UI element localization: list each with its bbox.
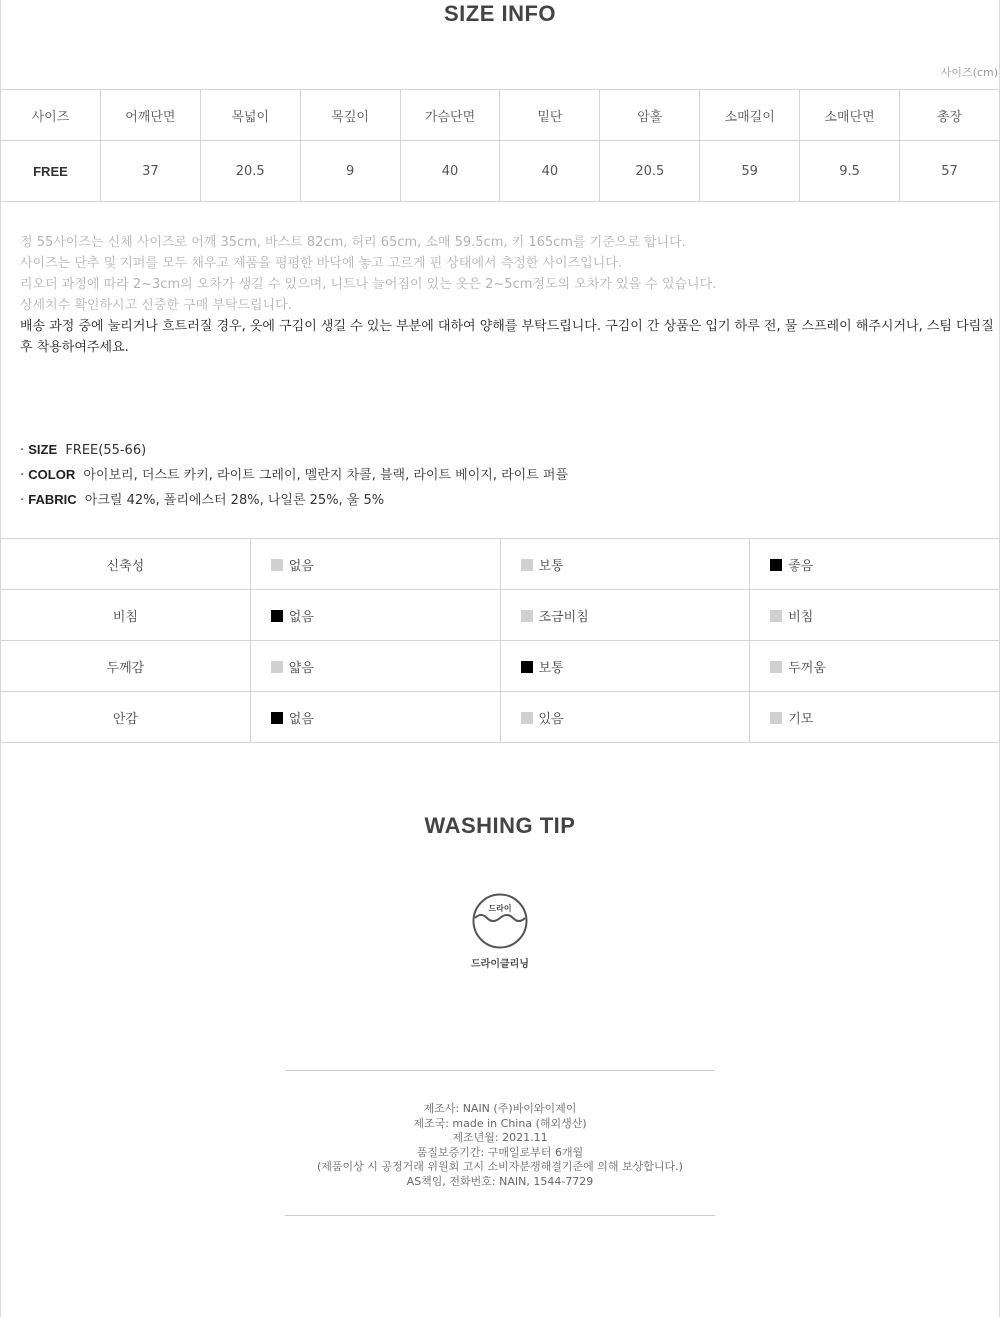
feature-label: 비침 [1,590,251,641]
feature-label: 두께감 [1,641,251,692]
checkbox-icon [271,661,283,673]
divider [285,1070,715,1071]
feature-option-text: 보통 [538,558,564,574]
checkbox-icon [271,610,283,622]
feature-option [250,539,500,590]
size-cell: 37 [100,141,200,202]
checkbox-icon [271,712,283,724]
checkbox-icon [770,559,782,571]
size-header-cell: 가슴단면 [400,90,500,141]
size-cell: 20.5 [600,141,700,202]
feature-option [500,641,750,692]
size-cell-name: FREE [1,141,101,202]
checkbox-icon [521,712,533,724]
feature-option [500,692,750,743]
size-header-cell: 밑단 [500,90,600,141]
feature-option [500,539,750,590]
fabric-feature-table [0,538,1000,743]
feature-option-text: 좋음 [788,558,814,574]
maker-line: 제조년월: 2021.11 [452,1131,548,1145]
size-header-cell: 총장 [900,90,1000,141]
note-line: 리오더 과정에 따라 2~3cm의 오차가 생길 수 있으며, 니트나 늘어짐이 있는 옷은 2~5cm정도의 오차가 있을 수 있습니다. [20,277,717,292]
maker-line: AS책임, 전화번호: NAIN, 1544-7729 [406,1174,594,1188]
feature-option [750,539,1000,590]
size-table-row [1,141,1000,202]
size-cell: 40 [400,141,500,202]
size-cell: 59 [700,141,800,202]
spec-size-value: FREE(55-66) [65,443,147,458]
checkbox-icon [770,661,782,673]
shipping-note: 배송 과정 중에 눌리거나 흐트러질 경우, 옷에 구김이 생길 수 있는 부분에 대하여 양해를 부탁드립니다. 구김이 간 상품은 입기 하루 전, 물 스프레이 해주시거나, 스팀 다림질 후 착용하여주세요. [20,319,994,355]
size-header-cell: 소매길이 [700,90,800,141]
spec-color-value: 아이보리, 더스트 카키, 라이트 그레이, 멜란지 차콜, 블랙, 라이트 베이지, 라이트 퍼플 [83,468,569,483]
note-line: 상세치수 확인하시고 신중한 구매 부탁드립니다. [20,298,292,313]
note-line: 사이즈는 단추 및 지퍼를 모두 채우고 제품을 평평한 바닥에 놓고 고르게 핀 상태에서 측정한 사이즈입니다. [20,256,622,271]
divider [285,1215,715,1216]
maker-line: 품질보증기간: 구매일로부터 6개월 [416,1145,584,1159]
feature-option [750,590,1000,641]
size-cell: 40 [500,141,600,202]
size-cell: 9 [300,141,400,202]
dry-icon-text: 드라이 [488,904,512,913]
checkbox-icon [521,610,533,622]
checkbox-icon [521,559,533,571]
size-table [0,89,1000,202]
checkbox-icon [521,661,533,673]
feature-row [1,539,1000,590]
washing-tip-title: WASHING TIP [424,813,576,838]
checkbox-icon [770,712,782,724]
size-info-title: SIZE INFO [443,1,557,26]
spec-color-label: COLOR [28,467,76,482]
spec-fabric: · FABRIC 아크릴 42%, 폴리에스터 28%, 나일론 25%, 울 5% [20,492,385,508]
feature-label: 신축성 [1,539,251,590]
size-header-cell: 목넓이 [200,90,300,141]
maker-line: (제품이상 시 공정거래 위원회 고시 소비자분쟁해결기준에 의해 보상합니다.) [317,1160,683,1174]
maker-line: 제조국: made in China (해외생산) [413,1116,587,1130]
feature-option-text: 없음 [288,711,314,727]
size-cell: 20.5 [200,141,300,202]
size-cell: 9.5 [800,141,900,202]
feature-row [1,590,1000,641]
spec-fabric-value: 아크릴 42%, 폴리에스터 28%, 나일론 25%, 울 5% [84,493,385,508]
size-header-cell: 암홀 [600,90,700,141]
feature-option-text: 얇음 [288,660,314,676]
feature-option [750,692,1000,743]
feature-option [250,692,500,743]
washing-label: 드라이클리닝 [471,959,529,970]
feature-row [1,641,1000,692]
product-specs [20,438,568,513]
manufacturer-info [0,1102,1000,1190]
size-header-cell: 사이즈 [1,90,101,141]
feature-row [1,692,1000,743]
spec-fabric-label: FABRIC [28,492,77,507]
size-header-cell: 소매단면 [800,90,900,141]
unit-note: 사이즈(cm) [940,66,998,79]
size-table-header-row [1,90,1000,141]
spec-size: · SIZE FREE(55-66) [20,442,147,458]
spec-size-label: SIZE [28,442,58,457]
size-header-cell: 어깨단면 [100,90,200,141]
feature-option-text: 기모 [788,711,814,727]
checkbox-icon [770,610,782,622]
dry-cleaning-icon [469,893,531,949]
feature-option-text: 두꺼움 [788,660,826,676]
feature-option [500,590,750,641]
checkbox-icon [271,559,283,571]
feature-label: 안감 [1,692,251,743]
feature-option-text: 비침 [788,609,814,625]
size-cell: 57 [900,141,1000,202]
size-notes [20,232,995,358]
spec-color: · COLOR 아이보리, 더스트 카키, 라이트 그레이, 멜란지 차콜, 블랙, 라이트 베이지, 라이트 퍼플 [20,467,569,483]
feature-option [250,641,500,692]
feature-option-text: 있음 [538,711,564,727]
note-line: 정 55사이즈는 신체 사이즈로 어깨 35cm, 바스트 82cm, 허리 65cm, 소매 59.5cm, 키 165cm를 기준으로 합니다. [20,235,686,250]
feature-option [750,641,1000,692]
feature-option-text: 보통 [538,660,564,676]
size-header-cell: 목깊이 [300,90,400,141]
feature-option-text: 조금비침 [538,609,589,625]
feature-option [250,590,500,641]
maker-line: 제조사: NAIN (주)바이와이제이 [423,1102,577,1115]
feature-option-text: 없음 [288,558,314,574]
feature-option-text: 없음 [288,609,314,625]
